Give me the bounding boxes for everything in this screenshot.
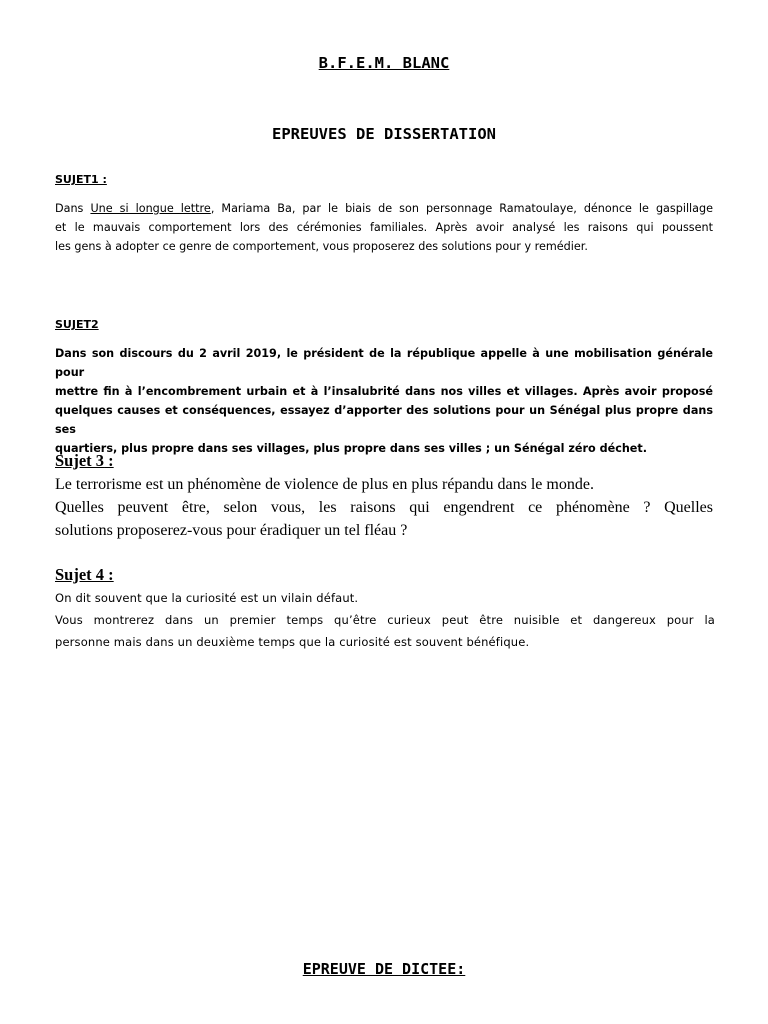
- document-title: B.F.E.M. BLANC: [318, 54, 450, 72]
- sujet3-label: Sujet 3: [55, 451, 105, 470]
- section-title-dictee: EPREUVE DE DICTEE:: [302, 960, 466, 978]
- sujet2-paragraph: [55, 344, 713, 458]
- sujet4-paragraph: [55, 587, 715, 653]
- sujet1-paragraph: [55, 199, 713, 256]
- sujet1-line-1: [55, 199, 713, 218]
- sujet1-book-title: Une si longue lettre: [90, 202, 211, 215]
- sujet3-line-1: Le terrorisme est un phénomène de violence de plus en plus répandu dans le monde.: [55, 476, 594, 493]
- sujet4-line-3: personne mais dans un deuxième temps que la curiosité est souvent bénéfique.: [55, 635, 530, 649]
- sujet3-colon: :: [104, 451, 114, 470]
- sujet2-line-1: Dans son discours du 2 avril 2019, le président de la république appelle à une mobilisation générale pour: [55, 347, 713, 379]
- sujet2-label: SUJET2: [55, 318, 99, 331]
- sujet2-line-2: mettre fin à l’encombrement urbain et à l’insalubrité dans nos villes et villages. Après avoir proposé: [55, 385, 713, 398]
- sujet4-line-2: Vous montrerez dans un premier temps qu’être curieux peut être nuisible et dangereux pour la: [55, 613, 715, 627]
- sujet2-line-3: quelques causes et conséquences, essayez d’apporter des solutions pour un Sénégal plus propre dans ses: [55, 404, 713, 436]
- sujet1-prefix: Dans: [55, 202, 91, 215]
- sujet1-line-1-rest: , Mariama Ba, par le biais de son personnage Ramatoulaye, dénonce le gaspillage: [210, 202, 713, 215]
- sujet3-line-2: Quelles peuvent être, selon vous, les raisons qui engendrent ce phénomène ? Quelles: [55, 499, 713, 516]
- sujet3-paragraph: [55, 473, 713, 542]
- sujet4-line-1: On dit souvent que la curiosité est un vilain défaut.: [55, 591, 359, 605]
- sujet2-line-4: quartiers, plus propre dans ses villages, plus propre dans ses villes ; un Sénégal zéro déchet.: [55, 442, 647, 455]
- section-title-dissertation: EPREUVES DE DISSERTATION: [272, 125, 496, 143]
- sujet1-line-3: les gens à adopter ce genre de comportement, vous proposerez des solutions pour y remédier.: [55, 240, 588, 253]
- sujet1-label: SUJET1 :: [55, 173, 107, 186]
- sujet4-heading: Sujet 4 :: [55, 565, 114, 584]
- sujet1-line-2: et le mauvais comportement lors des cérémonies familiales. Après avoir analysé les raisons qui poussent: [55, 221, 713, 234]
- sujet3-heading: [55, 451, 114, 471]
- sujet3-line-3: solutions proposerez-vous pour éradiquer un tel fléau ?: [55, 522, 408, 539]
